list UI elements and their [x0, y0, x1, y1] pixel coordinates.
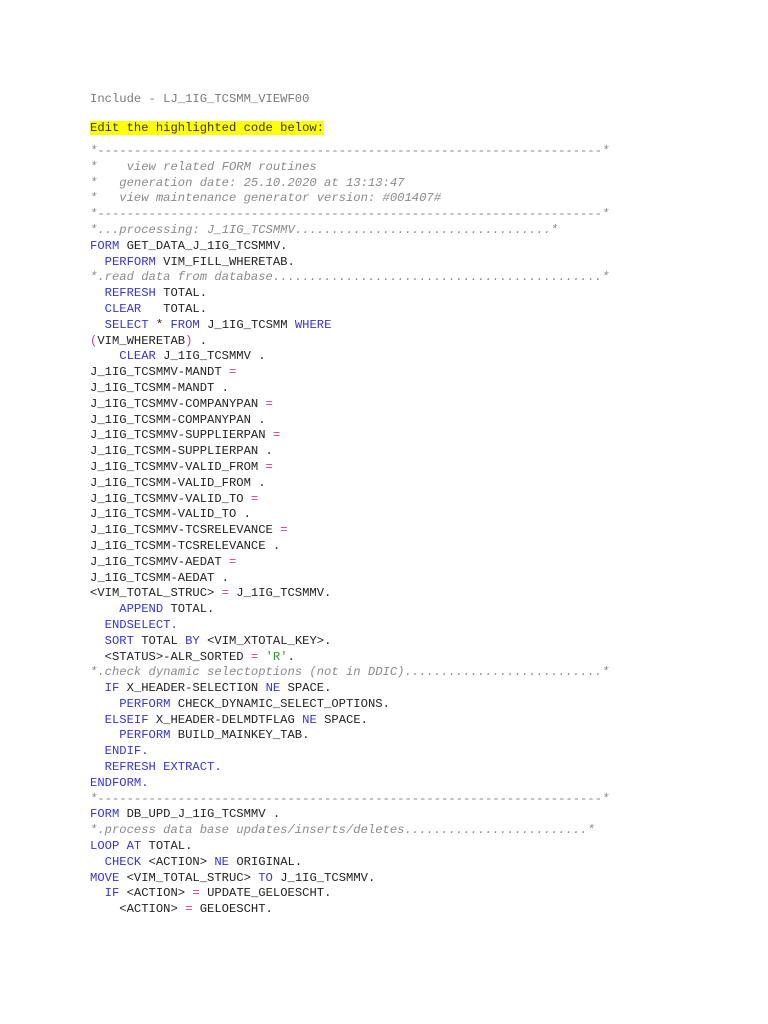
operator: =	[250, 491, 259, 506]
code-line	[90, 823, 730, 839]
code-text: X_HEADER-DELMDTFLAG	[148, 712, 303, 727]
keyword: PERFORM	[119, 728, 171, 743]
code-line	[90, 523, 730, 539]
code-line	[90, 476, 730, 492]
keyword: TO	[258, 870, 273, 885]
keyword: NE	[265, 681, 281, 696]
keyword: CHECK	[104, 854, 142, 869]
comment: * view related FORM routines	[90, 159, 317, 174]
code-line	[90, 665, 730, 681]
code-text: UPDATE_GELOESCHT.	[199, 886, 332, 901]
code-text: DB_UPD_J_1IG_TCSMMV .	[119, 807, 281, 822]
code-line	[90, 902, 730, 918]
code-text: <STATUS>-ALR_SORTED	[90, 649, 251, 664]
comment: *.process data base updates/inserts/deletes.........................*	[90, 823, 595, 838]
code-line	[90, 555, 730, 571]
code-line	[90, 286, 730, 302]
code-text: <ACTION>	[119, 886, 193, 901]
code-text: <VIM_XTOTAL_KEY>.	[199, 633, 332, 648]
code-line	[90, 807, 730, 823]
keyword: LOOP AT	[90, 839, 142, 854]
code-text	[90, 255, 105, 269]
keyword: ELSEIF	[104, 712, 149, 727]
code-line	[90, 191, 730, 207]
keyword: SORT	[104, 633, 134, 648]
code-text: J_1IG_TCSMMV-SUPPLIERPAN	[90, 428, 273, 443]
code-text	[90, 855, 105, 869]
code-text	[90, 302, 105, 316]
instruction-line	[90, 118, 730, 135]
code-text	[90, 349, 119, 363]
keyword: WHERE	[294, 317, 332, 332]
code-text	[90, 286, 105, 300]
code-text: J_1IG_TCSMMV-MANDT	[90, 365, 229, 380]
operator: =	[265, 396, 273, 411]
keyword: MOVE	[90, 870, 120, 885]
code-text: J_1IG_TCSMMV-TCSRELEVANCE	[90, 523, 281, 538]
include-title: Include - LJ_1IG_TCSMM_VIEWF00	[90, 92, 310, 106]
code-line	[90, 318, 730, 334]
code-text: TOTAL.	[163, 602, 215, 617]
code-text: *	[148, 317, 171, 332]
code-text: GELOESCHT.	[192, 902, 273, 917]
code-text: J_1IG_TCSMMV-VALID_FROM	[90, 459, 266, 474]
operator: (	[90, 333, 98, 348]
keyword: REFRESH EXTRACT.	[104, 760, 222, 775]
code-line	[90, 839, 730, 855]
code-line	[90, 349, 730, 365]
keyword: FROM	[170, 317, 200, 332]
code-line	[90, 728, 730, 744]
code-text: .	[287, 649, 295, 664]
code-line	[90, 855, 730, 871]
code-text	[90, 602, 119, 616]
code-line	[90, 586, 730, 602]
code-line	[90, 618, 730, 634]
operator: )	[185, 333, 193, 348]
keyword: CLEAR	[119, 349, 156, 364]
code-text: ORIGINAL.	[229, 854, 303, 869]
code-text: J_1IG_TCSMM-COMPANYPAN .	[90, 412, 266, 427]
operator: =	[228, 365, 237, 380]
keyword: FORM	[90, 807, 120, 822]
code-line	[90, 681, 730, 697]
code-text: J_1IG_TCSMMV-VALID_TO	[90, 491, 251, 506]
operator: =	[192, 886, 200, 901]
code-text: TOTAL.	[141, 301, 208, 316]
code-text	[90, 728, 119, 742]
comment: *---------------------------------------------------------------------*	[90, 791, 610, 806]
code-line	[90, 334, 730, 350]
code-text: J_1IG_TCSMMV-AEDAT	[90, 554, 229, 569]
code-line	[90, 160, 730, 176]
code-line	[90, 744, 730, 760]
keyword: ENDIF.	[104, 744, 149, 759]
operator: =	[272, 428, 281, 443]
code-text	[90, 713, 105, 727]
code-text: VIM_WHERETAB	[97, 333, 186, 348]
document-page	[90, 91, 730, 918]
keyword: NE	[302, 712, 317, 727]
code-line	[90, 713, 730, 729]
keyword: REFRESH	[104, 286, 156, 301]
code-text	[258, 650, 265, 664]
code-text: J_1IG_TCSMM-VALID_TO .	[90, 507, 251, 522]
code-line	[90, 444, 730, 460]
keyword: FORM	[90, 238, 120, 253]
code-line	[90, 302, 730, 318]
comment: * view maintenance generator version: #001407#	[90, 191, 442, 206]
code-block	[90, 144, 730, 918]
operator: =	[221, 586, 229, 601]
code-text: J_1IG_TCSMM-AEDAT .	[90, 570, 229, 585]
code-text: GET_DATA_J_1IG_TCSMMV.	[119, 238, 288, 253]
code-text: CHECK_DYNAMIC_SELECT_OPTIONS.	[170, 696, 390, 711]
code-text: J_1IG_TCSMMV-COMPANYPAN	[90, 396, 266, 411]
code-line	[90, 270, 730, 286]
code-line	[90, 776, 730, 792]
string-literal: 'R'	[265, 649, 288, 664]
code-text: .	[192, 333, 208, 348]
code-text	[90, 681, 105, 695]
code-text: J_1IG_TCSMMV .	[155, 349, 266, 364]
code-line	[90, 144, 730, 160]
operator: =	[228, 554, 237, 569]
code-line	[90, 886, 730, 902]
code-text: <ACTION>	[141, 854, 215, 869]
code-text: J_1IG_TCSMMV.	[228, 586, 332, 601]
code-line	[90, 397, 730, 413]
comment: *.check dynamic selectoptions (not in DDIC)...........................*	[90, 665, 610, 680]
keyword: ENDSELECT.	[104, 617, 178, 632]
code-text	[90, 697, 119, 711]
code-text	[90, 760, 105, 774]
code-line	[90, 792, 730, 808]
comment: * generation date: 25.10.2020 at 13:13:47	[90, 175, 405, 190]
code-line	[90, 223, 730, 239]
comment: *...processing: J_1IG_TCSMMV...................................*	[90, 222, 559, 237]
keyword: ENDFORM.	[90, 775, 149, 790]
code-text: X_HEADER-SELECTION	[119, 681, 266, 696]
code-line	[90, 571, 730, 587]
code-text: J_1IG_TCSMMV.	[272, 870, 376, 885]
keyword: IF	[104, 681, 120, 696]
code-text: <ACTION>	[90, 902, 186, 917]
code-line	[90, 760, 730, 776]
code-text: J_1IG_TCSMM-VALID_FROM .	[90, 475, 266, 490]
code-text: TOTAL.	[141, 839, 193, 854]
code-text: J_1IG_TCSMM-MANDT .	[90, 380, 229, 395]
keyword: CLEAR	[104, 301, 142, 316]
operator: =	[250, 649, 259, 664]
code-line	[90, 428, 730, 444]
code-text: BUILD_MAINKEY_TAB.	[170, 728, 310, 743]
code-text: TOTAL.	[155, 286, 208, 301]
code-line	[90, 176, 730, 192]
code-text: SPACE.	[280, 681, 332, 696]
operator: =	[265, 459, 273, 474]
code-text: <VIM_TOTAL_STRUC>	[119, 870, 259, 885]
code-line	[90, 602, 730, 618]
operator: =	[280, 523, 288, 538]
keyword: BY	[185, 633, 200, 648]
code-line	[90, 650, 730, 666]
highlighted-instruction: Edit the highlighted code below:	[90, 121, 325, 135]
code-text: J_1IG_TCSMM-SUPPLIERPAN .	[90, 444, 273, 459]
code-line	[90, 460, 730, 476]
code-text: SPACE.	[316, 712, 368, 727]
comment: *.read data from database.............................................*	[90, 270, 610, 285]
code-text	[90, 318, 105, 332]
code-line	[90, 492, 730, 508]
code-line	[90, 365, 730, 381]
keyword: NE	[214, 854, 229, 869]
comment: *---------------------------------------------------------------------*	[90, 207, 610, 222]
keyword: PERFORM	[104, 254, 156, 269]
code-line	[90, 381, 730, 397]
code-text: <VIM_TOTAL_STRUC>	[90, 586, 222, 601]
code-line	[90, 239, 730, 255]
code-line	[90, 413, 730, 429]
code-line	[90, 539, 730, 555]
code-text: J_1IG_TCSMM-TCSRELEVANCE .	[90, 538, 281, 553]
code-text	[90, 634, 105, 648]
code-line	[90, 207, 730, 223]
keyword: APPEND	[119, 602, 164, 617]
code-text	[90, 618, 105, 632]
keyword: IF	[104, 886, 120, 901]
code-line	[90, 634, 730, 650]
code-text: VIM_FILL_WHERETAB.	[155, 254, 295, 269]
code-line	[90, 871, 730, 887]
code-text: TOTAL	[133, 633, 186, 648]
code-line	[90, 255, 730, 271]
code-line	[90, 507, 730, 523]
code-text	[90, 886, 105, 900]
keyword: PERFORM	[119, 696, 171, 711]
operator: =	[185, 902, 193, 917]
code-line	[90, 697, 730, 713]
comment: *---------------------------------------------------------------------*	[90, 144, 610, 158]
keyword: SELECT	[104, 317, 149, 332]
code-text	[90, 744, 105, 758]
code-text: J_1IG_TCSMM	[199, 317, 295, 332]
